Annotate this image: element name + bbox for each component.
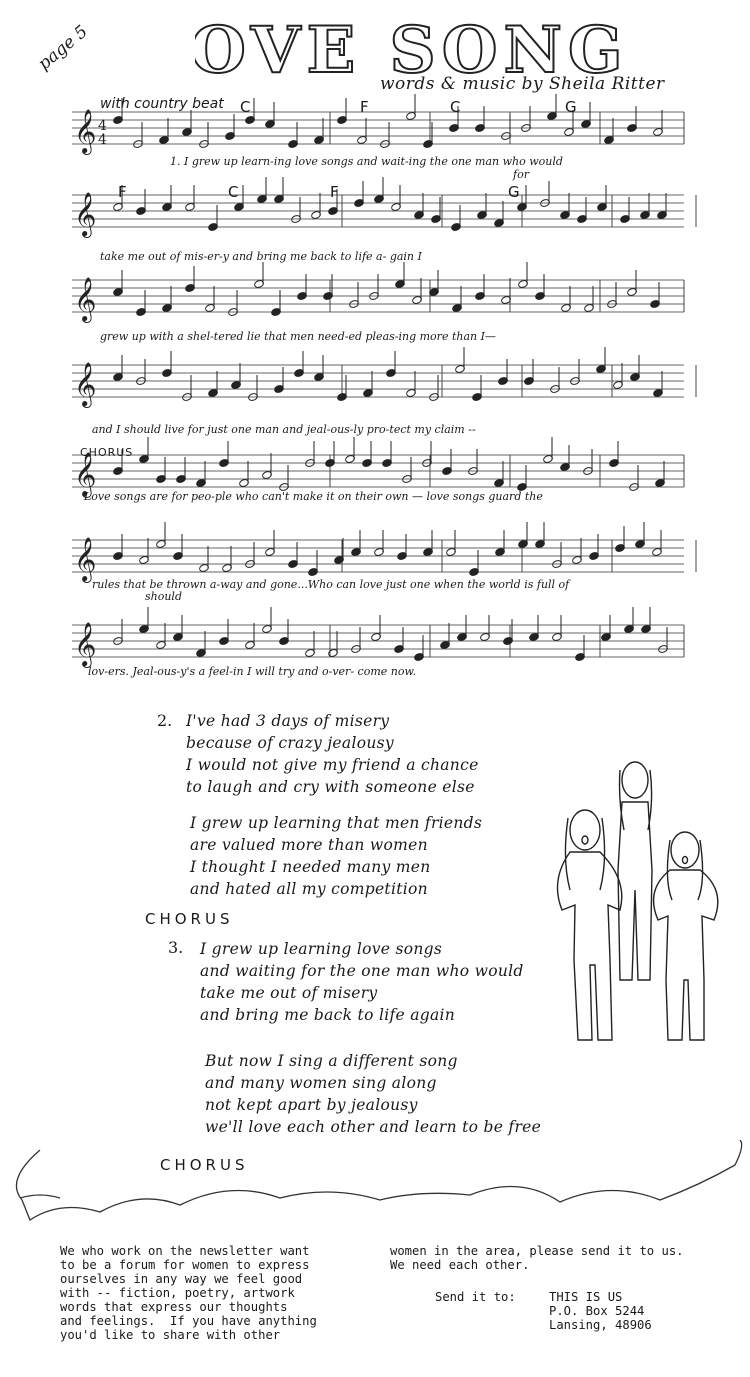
verse-line: But now I sing a different song	[205, 1052, 458, 1070]
chord-symbol: C	[450, 98, 461, 116]
verse-number: 2.	[157, 711, 173, 730]
verse-3-part-2	[205, 1050, 541, 1138]
verse-line: and bring me back to life again	[200, 1006, 456, 1024]
lyric-line: 1. I grew up learn-ing love songs and wait-ing the one man who would	[170, 155, 563, 168]
verse-2	[186, 710, 479, 798]
newsletter-note: We who work on the newsletter want to be a forum for women to express ourselves in any way we feel good with -- fiction, poetry, artwork words that express our thoughts and feelings. If you have anything you'd like to share with other	[60, 1244, 317, 1342]
send-to-label: Send it to:	[435, 1290, 516, 1304]
verse-line: to laugh and cry with someone else	[186, 778, 475, 796]
song-credit: words & music by Sheila Ritter	[380, 74, 665, 94]
chord-symbol: C	[240, 98, 251, 116]
lyric-line: Love songs are for peo-ple who can't make it on their own — love songs guard the	[84, 490, 543, 503]
verse-line: I've had 3 days of misery	[186, 712, 390, 730]
verse-line: we'll love each other and learn to be free	[205, 1118, 542, 1136]
svg-text:4: 4	[98, 132, 107, 148]
lyric-line: grew up with a shel-tered lie that men need-ed pleas-ing more than I—	[100, 330, 496, 343]
verse-line: I grew up learning love songs	[200, 940, 443, 958]
newsletter-note-cont: women in the area, please send it to us. We need each other.	[390, 1244, 684, 1272]
chorus-label: CHORUS	[145, 910, 234, 928]
verse-line: are valued more than women	[190, 836, 428, 854]
chord-symbol: F	[330, 183, 339, 201]
page-number: page 5	[34, 21, 92, 75]
chord-symbol: F	[360, 98, 369, 116]
lyric-line: lov-ers. Jeal-ous-y's a feel-in I will try and o-ver- come now.	[88, 665, 417, 678]
lyric-line: take me out of mis-er-y and bring me back to life a- gain I	[100, 250, 422, 263]
verse-line: and hated all my competition	[190, 880, 428, 898]
svg-text:𝄞: 𝄞	[74, 192, 97, 236]
chord-symbol: G	[508, 183, 520, 201]
chorus-marker: CHORUS	[80, 446, 134, 459]
verse-line: I grew up learning that men friends	[190, 814, 483, 832]
svg-text:𝄞: 𝄞	[74, 622, 97, 666]
svg-text:4: 4	[98, 118, 107, 134]
lyric-line: should	[145, 590, 182, 603]
decorative-wave-border	[0, 1140, 750, 1230]
svg-text:𝄞: 𝄞	[74, 537, 97, 581]
tempo-marking: with country beat	[100, 96, 224, 112]
svg-text:𝄞: 𝄞	[74, 452, 97, 496]
verse-3	[200, 938, 524, 1026]
lyric-line: rules that be thrown a-way and gone...Who can love just one when the world is full of	[92, 578, 570, 591]
chorus-label: CHORUS	[160, 1156, 249, 1174]
verse-line: not kept apart by jealousy	[205, 1096, 418, 1114]
chord-symbol: G	[565, 98, 577, 116]
singing-women-illustration	[540, 740, 740, 1050]
svg-text:𝄞: 𝄞	[74, 277, 97, 321]
verse-line: I would not give my friend a chance	[186, 756, 479, 774]
lyric-line: and I should live for just one man and jeal-ous-ly pro-tect my claim --	[92, 423, 476, 436]
verse-line: because of crazy jealousy	[186, 734, 394, 752]
svg-text:LOVE SONGS: OVE SONG	[195, 14, 625, 84]
verse-number: 3.	[168, 938, 184, 957]
verse-line: take me out of misery	[200, 984, 378, 1002]
verse-line: and many women sing along	[205, 1074, 437, 1092]
verse-2-part-2	[190, 812, 482, 900]
chord-symbol: C	[228, 183, 239, 201]
mailing-address: THIS IS US P.O. Box 5244 Lansing, 48906	[549, 1290, 652, 1332]
svg-text:𝄞: 𝄞	[74, 109, 97, 153]
verse-line: and waiting for the one man who would	[200, 962, 524, 980]
lyric-line: for	[513, 168, 529, 181]
chord-symbol: F	[118, 183, 127, 201]
svg-text:𝄞: 𝄞	[74, 362, 97, 406]
verse-line: I thought I needed many men	[190, 858, 431, 876]
